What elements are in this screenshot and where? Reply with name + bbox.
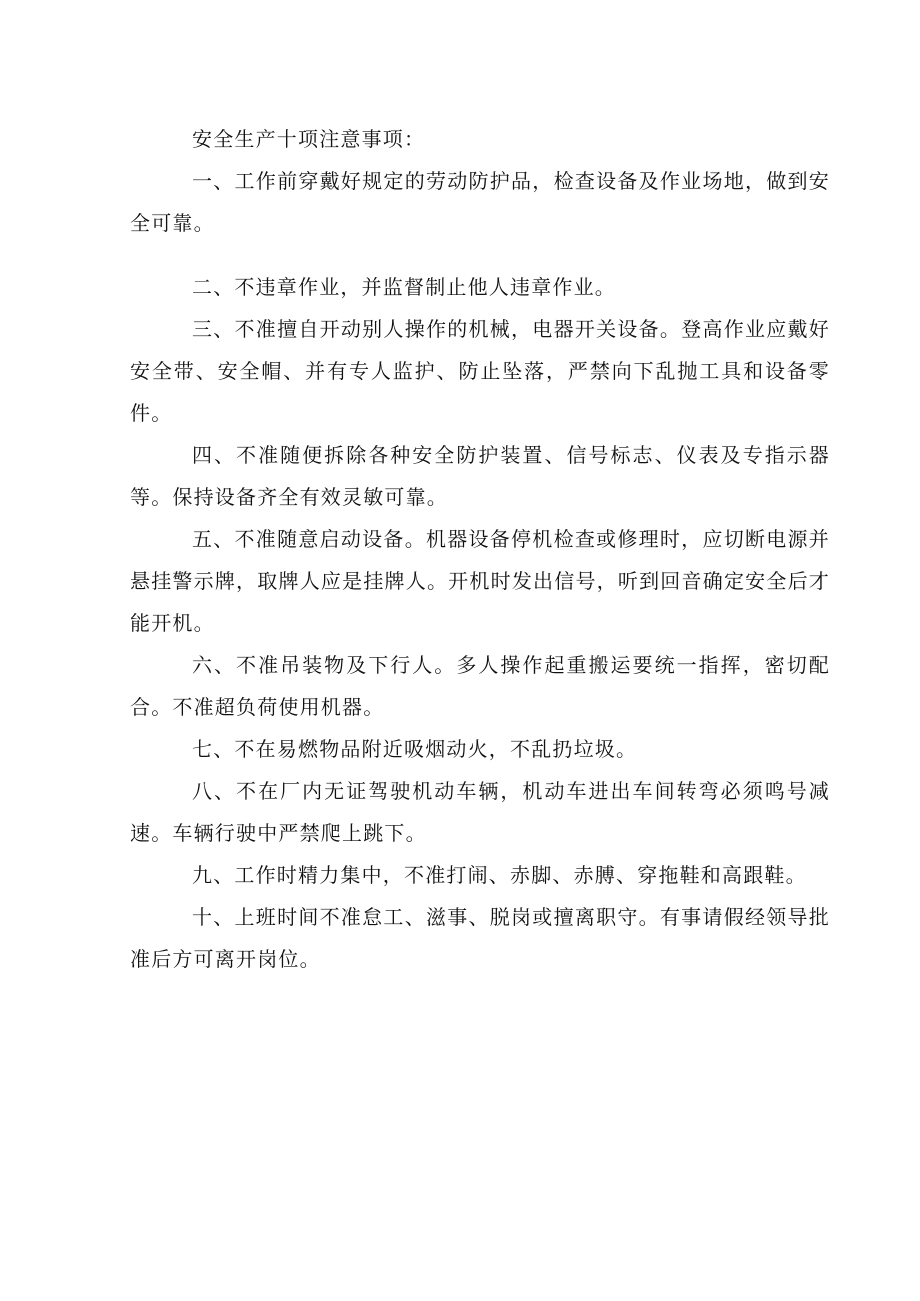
- rule-item-2: 二、不违章作业，并监督制止他人违章作业。: [192, 275, 616, 299]
- document-body: [130, 118, 830, 980]
- rule-item-9: 九、工作时精力集中，不准打闹、赤脚、赤膊、穿拖鞋和高跟鞋。: [192, 863, 807, 887]
- rule-item-6: 六、不准吊装物及下行人。多人操作起重搬运要统一指挥，密切配合。不准超负荷使用机器。: [130, 653, 830, 719]
- rule-item-8: 八、不在厂内无证驾驶机动车辆，机动车进出车间转弯必须鸣号减速。车辆行驶中严禁爬上跳下。: [130, 779, 830, 845]
- rule-item-5: 五、不准随意启动设备。机器设备停机检查或修理时，应切断电源并悬挂警示牌，取牌人应是挂牌人。开机时发出信号，听到回音确定安全后才能开机。: [130, 527, 830, 635]
- document-heading: 安全生产十项注意事项：: [192, 127, 426, 151]
- rule-item-4: 四、不准随便拆除各种安全防护装置、信号标志、仪表及专指示器等。保持设备齐全有效灵敏可靠。: [130, 443, 830, 509]
- rule-item-1: 一、工作前穿戴好规定的劳动防护品，检查设备及作业场地，做到安全可靠。: [130, 169, 830, 235]
- rule-item-7: 七、不在易燃物品附近吸烟动火，不乱扔垃圾。: [192, 737, 638, 761]
- rule-item-10: 十、上班时间不准怠工、滋事、脱岗或擅离职守。有事请假经领导批准后方可离开岗位。: [130, 905, 830, 971]
- rule-item-3: 三、不准擅自开动别人操作的机械，电器开关设备。登高作业应戴好安全带、安全帽、并有专人监护、防止坠落，严禁向下乱抛工具和设备零件。: [130, 317, 830, 425]
